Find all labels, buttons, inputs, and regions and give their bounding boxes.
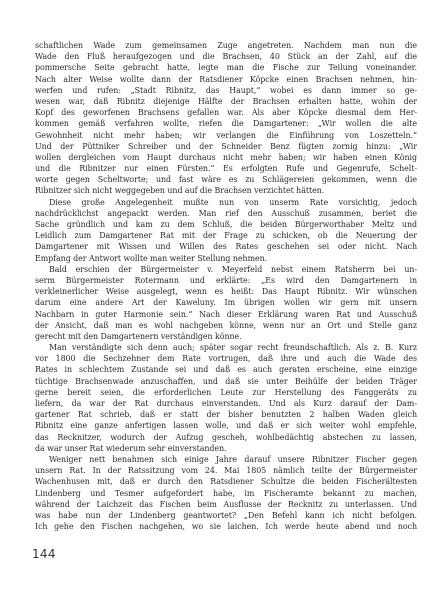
text-line: Leidlich zum Damgartener Rat mit der Frage zu schicken, ob die Neuerung der — [35, 231, 417, 241]
text-line: tüchtige Brachsenwade anzuschaffen, und daß sie unter Beihülfe der beiden Träger — [35, 376, 417, 386]
page-number: 144 — [32, 547, 56, 561]
text-line: der Ansicht, daß man es wohl nachgeben könne, wenn nur an Ort und Stelle ganz — [35, 320, 417, 330]
text-line: Und der Püttniker Schreiber und der Schneider Benz fügten zornig hinzu: „Wir — [35, 141, 417, 151]
text-line: und die Ribnitzer nur einen Fürsten.“ Es erfolgten Rufe und Gegenrufe, Schelt- — [35, 164, 417, 174]
text-line: serm Bürgermeister Rotermann und erklärte: „Es wird den Damgartenern in — [35, 275, 417, 285]
text-line: was habe nun der Lindenberg geantwortet? „Den Befehl kann ich nicht befolgen. — [35, 510, 417, 520]
text-line: pommersche Seite gebracht hatte, legte man die Fische zur Teilung voneinander. — [35, 63, 417, 73]
text-line: Nachbarn in guter Harmonie sein.“ Nach dieser Erklärung waren Rat und Ausschuß — [35, 309, 417, 319]
text-line: werfen und rufen: „Stadt Ribnitz, das Haupt,“ wobei es dann immer so ge- — [35, 85, 417, 95]
text-line: vor 1800 die Sechzehner dem Rate vortrugen, daß ihre und auch die Wade des — [35, 354, 417, 364]
text-line: schaftlichen Wade zum gemeinsamen Zuge angetreten. Nachdem man nun die — [35, 41, 417, 50]
body-text — [35, 40, 417, 532]
text-line: wesen war, daß Ribnitz diejenige Hälfte der Brachsen erhalten hatte, wohin der — [35, 96, 417, 106]
text-line: liefern, da war der Rat durchaus einverstanden. Und als Kurz darauf der Dam- — [35, 399, 417, 408]
text-line: Sache gründlich und kam zu dem Schluß, die beiden Bürgerworthaber Meltz und — [35, 220, 417, 229]
text-line: Damgartener mit Wissen und Willen des Rates geschehen sei oder nicht. Nach — [35, 242, 417, 252]
text-line: Ribnitzer sich nicht weggegeben und auf die Brachsen verzichtet hätten. — [35, 186, 325, 196]
text-line: gerne bereit seien, die erforderlichen Leute zur Herstellung des Fanggeräts zu — [35, 387, 417, 397]
text-line: Kopf des geworfenen Brachsens gefallen war. Als aber Köpcke diesmal dem Her- — [35, 108, 417, 118]
text-line: kommen gemäß verfahren wollte, riefen die Damgartener: „Wir wollen die alte — [35, 119, 417, 129]
text-line: nachdrücklichst angepackt werden. Man rief den Ausschuß zusammen, beriet die — [35, 208, 417, 218]
text-line: verkleinerlicher Weise ausgelegt, wenn es heißt: Das Haupt Ribnitz. Wir wünschen — [35, 287, 417, 297]
text-line: Man verständigte sich denn auch; später sogar recht freundschaftlich. Als z. B. Kurz — [49, 343, 417, 353]
text-line: Bald erschien der Bürgermeister v. Meyerfeld nebst einem Ratsherrn bei un- — [49, 264, 417, 274]
text-line: unsern Rat. In der Ratssitzung vom 24. Mai 1805 nämlich teilte der Bürgermeister — [35, 466, 417, 476]
text-line: wollen dergleichen vom Haupt durchaus nicht mehr haben; wir haben einen König — [35, 152, 417, 162]
text-line: Gewohnheit nicht mehr haben; wir verlangen die Einführung von Loszetteln.“ — [35, 130, 417, 140]
text-line: Diese große Angelegenheit mußte nun von unserm Rate vorsichtig, jedoch — [49, 197, 417, 207]
text-line: da war unser Rat wiederum sehr einverstanden. — [35, 443, 227, 453]
text-line: Ribnitz eine ganze anfertigen lassen wolle, und daß er sich weiter wohl empfehle, — [35, 421, 417, 431]
text-line: Lindenberg und Tesmer aufgefordert habe, im Fischeramte bekannt zu machen, — [35, 488, 417, 498]
text-line: während der Laichzeit das Fischen beim Ausflusse der Recknitz zu unterlassen. Und — [35, 499, 417, 509]
text-line: darum eine andere Art der Kaweluny. Im übrigen wollen wir gern mit unsern — [35, 298, 417, 308]
text-line: Wachenhusen mit, daß er durch den Ratsdiener Schultze die beiden Fischerältesten — [35, 477, 417, 487]
text-line: gerecht mit den Damgartenern verständigen könne. — [35, 331, 242, 341]
text-line: Weniger nett benahmen sich einige Jahre darauf unsere Ribnitzer Fischer gegen — [49, 454, 417, 464]
text-line: worte gegen Scheltworte; und fast wäre es zu Schlägereien gekommen, wenn die — [35, 175, 417, 185]
text-line: Nach alter Weise wollte dann der Ratsdiener Köpcke einen Brachsen nehmen, hin- — [35, 74, 417, 84]
text-line: Rates in schlechtem Zustande sei und daß es auch geraten erscheine, eine einzige — [35, 365, 417, 375]
text-line: Wade den Fluß heraufgezogen und die Brachsen, 40 Stück an der Zahl, auf die — [35, 52, 417, 62]
text-line: gartener Rat schrieb, daß er statt der bisher benutzten 2 halben Waden gleich — [35, 410, 417, 420]
text-line: das Recknitzer, wodurch der Aufzug gescheh, wohlbedächtig abstechen zu lassen, — [35, 432, 417, 442]
text-line: Ich gehe den Fischen nachgehen, wo sie laichen. Ich werde heute abend und noch — [35, 522, 417, 532]
text-line: Empfang der Antwort wollte man weiter Stellung nehmen. — [35, 253, 268, 263]
